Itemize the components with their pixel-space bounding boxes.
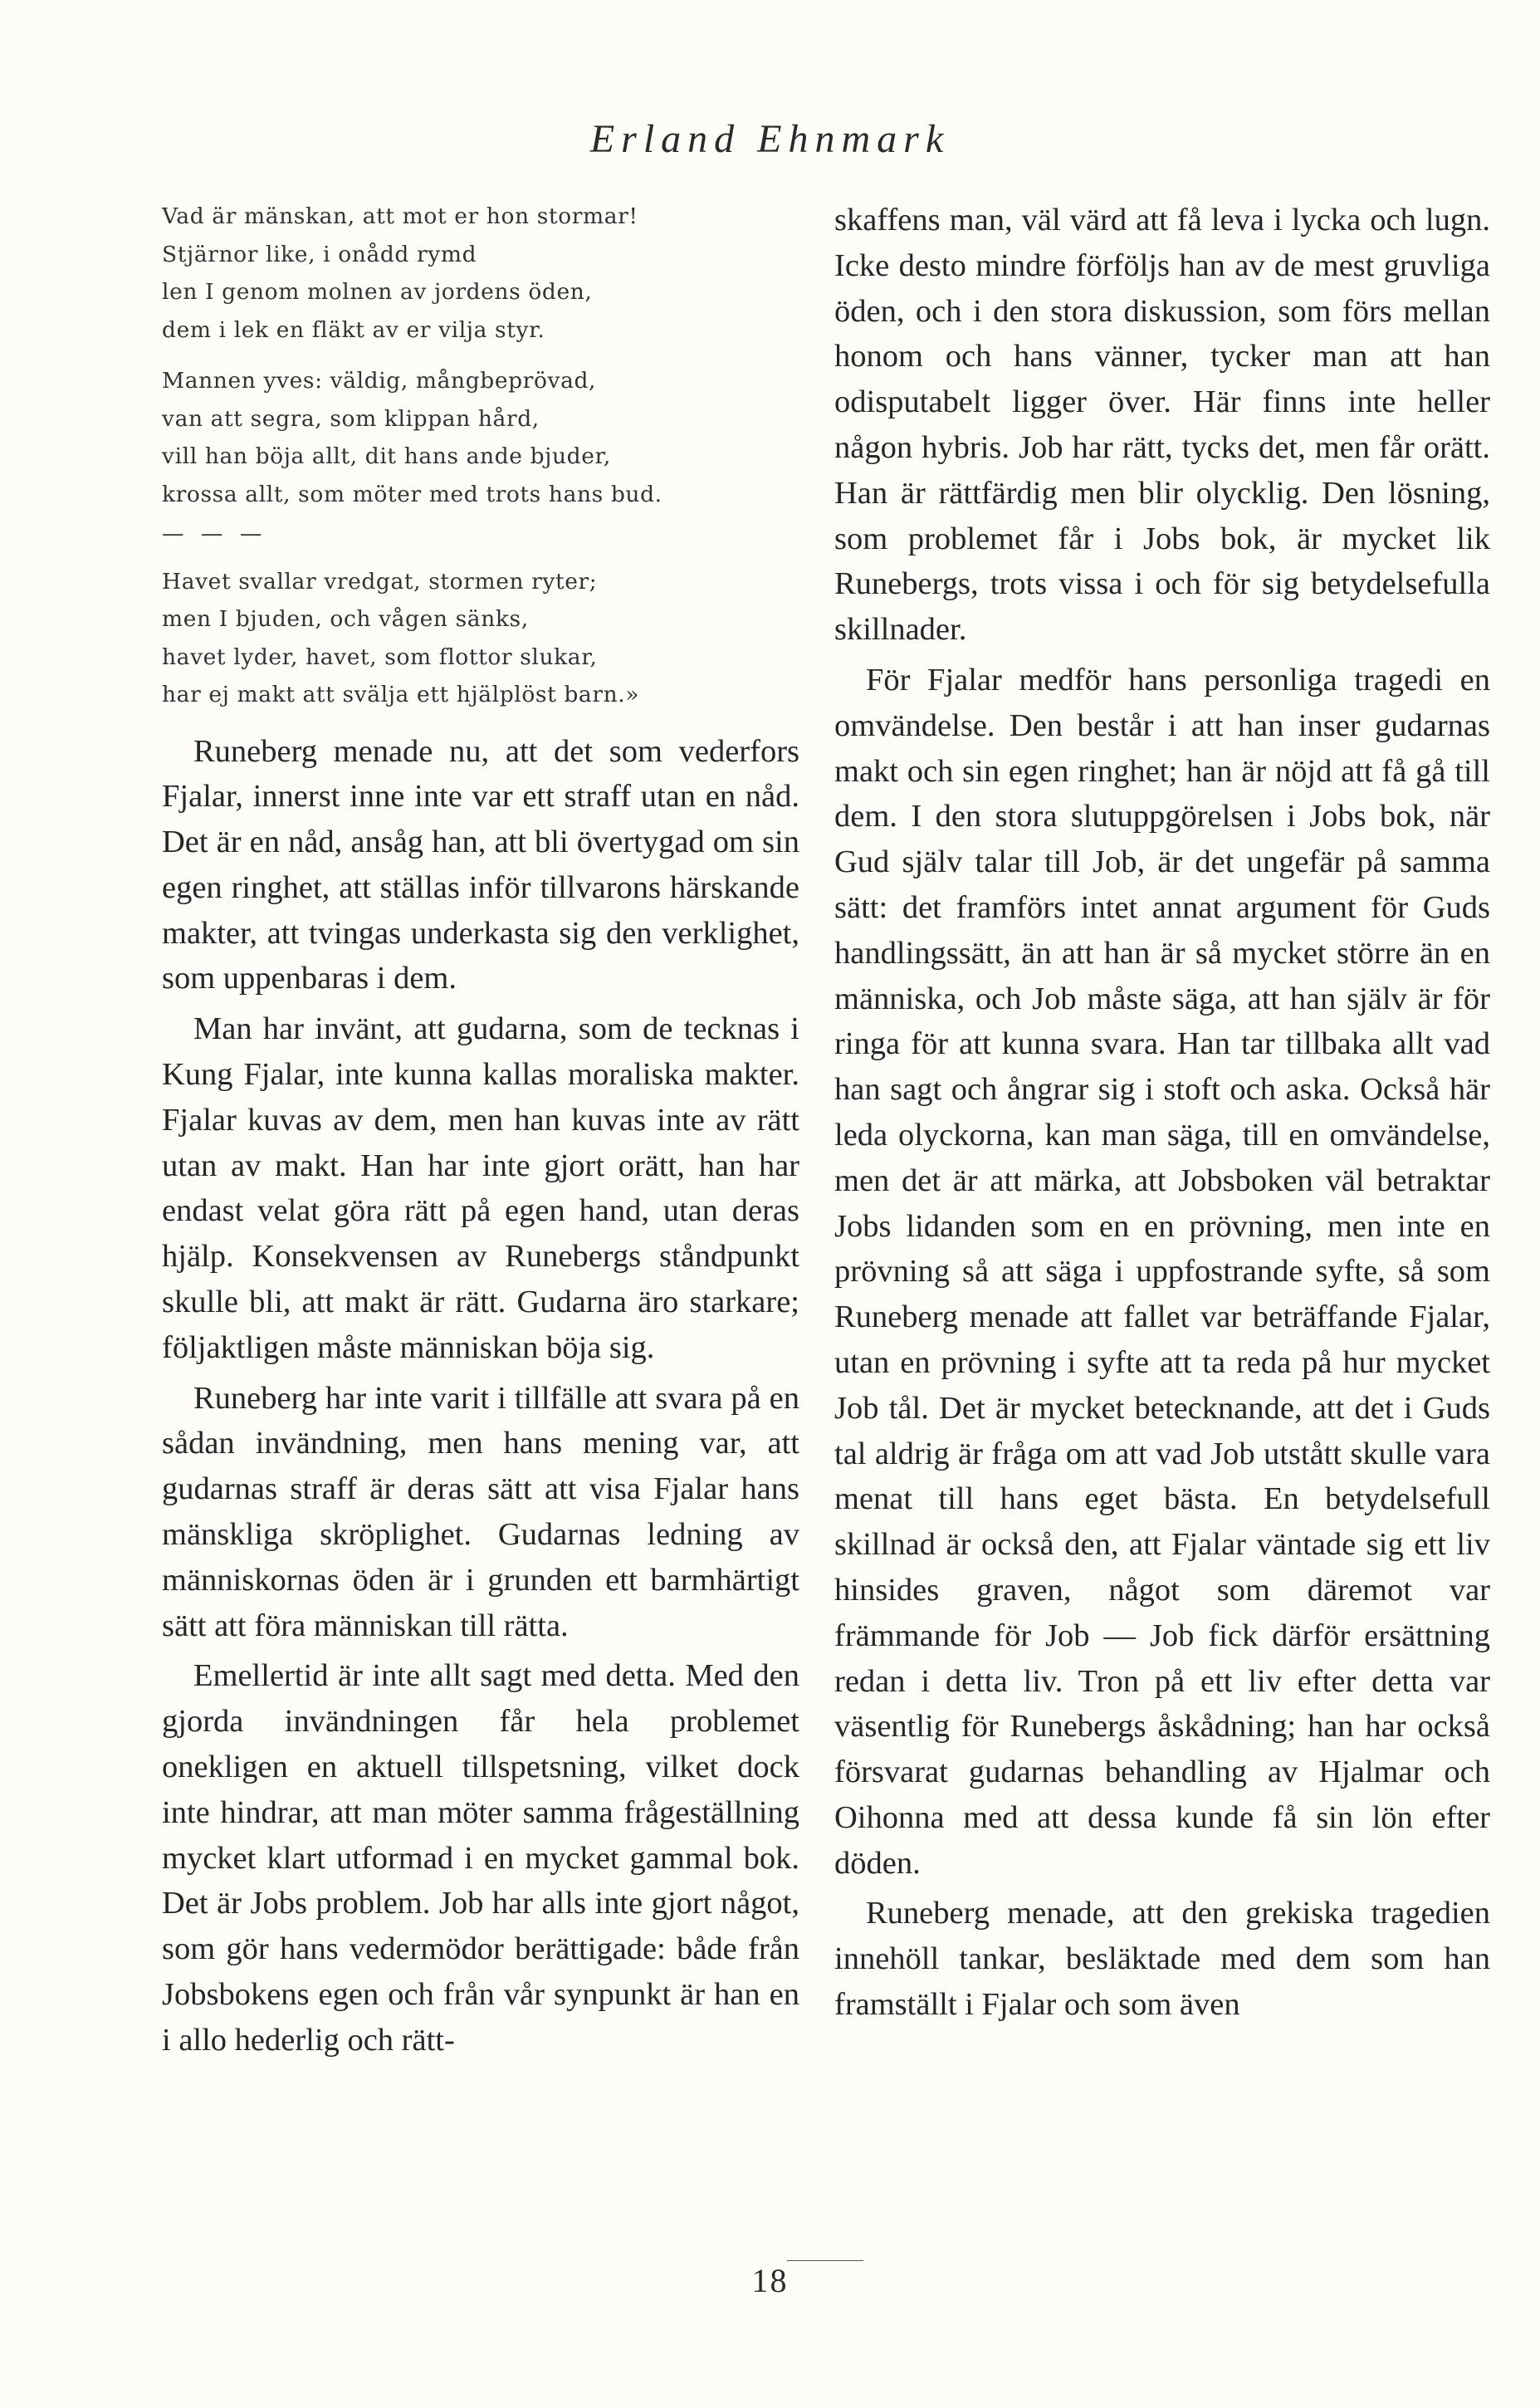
poem-line: Stjärnor like, i onådd rymd: [162, 241, 477, 267]
paragraph: Runeberg menade nu, att det som vederfors Fjalar, innerst inne inte var ett straff utan en nåd. Det är en nåd, ansåg han, att bli övertygad om sin egen ringhet, att ställas inför tillvarons härskande makter, att tvingas underkasta sig den verklighet, som uppenbaras i dem.: [162, 733, 799, 996]
paragraph: Emellertid är inte allt sagt med detta. Med den gjorda invändningen får hela problemet onekligen en aktuell tillspetsning, vilket dock inte hindrar, att man möter samma frågeställning mycket klart utformad i en mycket gammal bok. Det är Jobs problem. Job har alls inte gjort något, som gör hans vedermödor berättigade: både från Jobsbokens egen och från vår synpunkt är han en i allo hederlig och rätt-: [162, 1658, 799, 2058]
paragraph-continuation: skaffens man, väl värd att få leva i lycka och lugn. Icke desto mindre förföljs han av de mest gruvliga öden, och i den stora diskussion, som förs mellan honom och hans vänner, tycker man att han odisputabelt ligger över. Här finns inte heller någon hybris. Job har rätt, tycks det, men får orätt. Han är rättfärdig men blir olycklig. Den lösning, som problemet får i Jobs bok, är mycket lik Runebergs, trots vissa i och för sig betydelsefulla skillnader.: [834, 203, 1490, 648]
paragraph: Runeberg har inte varit i tillfälle att svara på en sådan invändning, men hans mening var, att gudarnas straff är deras sätt att visa Fjalar hans mänskliga skröplighet. Gudarnas ledning av människornas öden är i grunden ett barmhärtigt sätt att föra människan till rätta.: [162, 1380, 799, 1643]
poem-stanza-2: [162, 362, 799, 513]
poem-line: havet lyder, havet, som flottor slukar,: [162, 644, 598, 670]
poem-line: van att segra, som klippan hård,: [162, 405, 540, 432]
page-number: 18: [751, 2262, 789, 2299]
poem-line: vill han böja allt, dit hans ande bjuder,: [162, 443, 611, 469]
left-column: [162, 198, 799, 2068]
poem-line: Mannen yves: väldig, mångbeprövad,: [162, 368, 597, 394]
poem-line: har ej makt att svälja ett hjälplöst barn.»: [162, 682, 640, 707]
poem-line: len I genom molnen av jordens öden,: [162, 279, 593, 305]
poem-quotation: [162, 198, 799, 714]
paragraph: Man har invänt, att gudarna, som de tecknas i Kung Fjalar, inte kunna kallas moraliska makter. Fjalar kuvas av dem, men han kuvas inte av rätt utan av makt. Han har inte gjort orätt, han har endast velat göra rätt på egen hand, utan deras hjälp. Konsekvensen av Runebergs ståndpunkt skulle bli, att makt är rätt. Gudarna äro starkare; följaktligen måste människan böja sig.: [162, 1011, 799, 1365]
poem-line: Havet svallar vredgat, stormen ryter;: [162, 568, 598, 595]
left-body-text: [162, 729, 799, 2063]
poem-stanza-3: [162, 563, 799, 714]
poem-line: krossa allt, som möter med trots hans bud.: [162, 481, 662, 507]
poem-line: men I bjuden, och vågen sänks,: [162, 606, 529, 632]
right-column: [834, 198, 1490, 2033]
paragraph: För Fjalar medför hans personliga tragedi en omvändelse. Den består i att han inser gudarnas makt och sin egen ringhet; han är nöjd att få gå till dem. I den stora slutuppgörelsen i Jobs bok, när Gud själv talar till Job, är det ungefär på samma sätt: det framförs intet annat argument för Guds handlingssätt, än att han är så mycket större än en människa, och Job måste säga, att han själv är för ringa för att kunna svara. Han tar tillbaka allt vad han sagt och ångrar sig i stoft och aska. Också här leda olyckorna, kan man säga, till en omvändelse, men det är att märka, att Jobsboken väl betraktar Jobs lidanden som en en prövning, men inte en prövning så att säga i uppfostrande syfte, så som Runeberg menade att fallet var beträffande Fjalar, utan en prövning i syfte att ta reda på hur mycket Job tål. Det är mycket betecknande, att det i Guds tal aldrig är fråga om att vad Job utstått skulle vara menat till hans eget bästa. En betydelsefull skillnad är också den, att Fjalar väntade sig ett liv hinsides graven, något som däremot var främmande för Job — Job fick därför ersättning redan i detta liv. Tron på ett liv efter detta var väsentlig för Runebergs åskådning; han har också försvarat gudarnas behandling av Hjalmar och Oihonna med att dessa kunde få sin lön efter döden.: [834, 662, 1490, 1881]
poem-separator: — — —: [162, 521, 267, 546]
poem-line: dem i lek en fläkt av er vilja styr.: [162, 316, 545, 343]
poem-line: Vad är mänskan, att mot er hon stormar!: [162, 203, 638, 229]
running-header: Erland Ehnmark: [589, 117, 951, 161]
paragraph: Runeberg menade, att den grekiska tragedien innehöll tankar, besläktade med dem som han framställt i Fjalar och som även: [834, 1896, 1490, 2023]
right-body-text: [834, 198, 1490, 2028]
poem-stanza-1: [162, 198, 799, 349]
